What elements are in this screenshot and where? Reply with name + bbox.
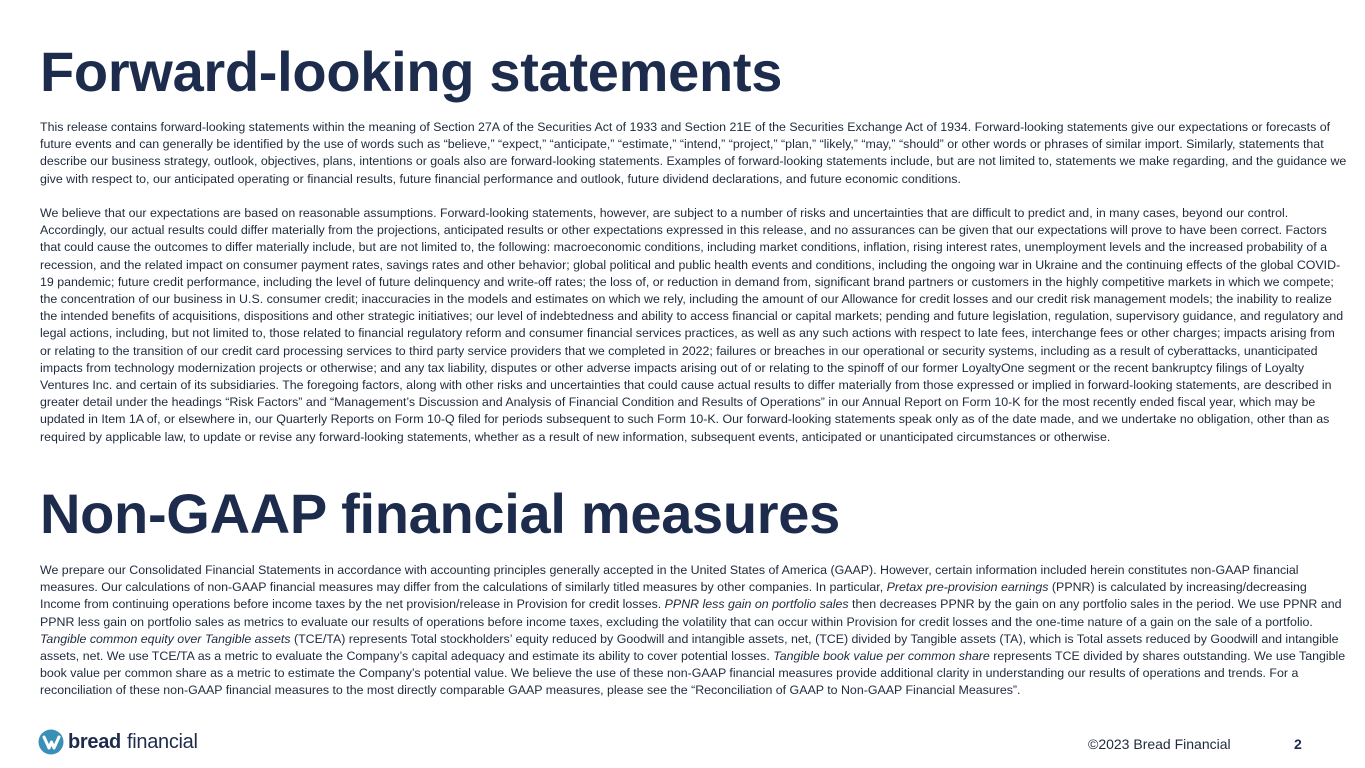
ppnr-term: Pretax pre-provision earnings [886, 580, 1049, 595]
logo-wordmark-light: financial [126, 730, 198, 753]
tce-ta-term: Tangible common equity over Tangible assets [40, 631, 291, 646]
tangible-book-value-term: Tangible book value per common share [773, 649, 990, 664]
non-gaap-paragraph [40, 562, 1348, 700]
forward-looking-title: Forward-looking statements [40, 40, 783, 103]
non-gaap-text: (TCE/TA) represents Total stockholders’ equity reduced by Goodwill and intangible assets, net, (TCE) divided by Tangible assets (TA), which is Total assets reduced by Goodwill and intangible assets, net. We use TCE/TA as a metric to evaluate the Company’s capital adequacy and estimate its ability to cover potential losses. [40, 631, 1339, 664]
forward-looking-paragraph: We believe that our expectations are based on reasonable assumptions. Forward-looking statements, however, are subject to a number of risks and uncertainties that are difficult to predict and, in many cases, beyond our control. Accordingly, our actual results could differ materially from the projections, anticipated results or other expectations expressed in this release, and no assurances can be given that our expectations will prove to have been correct. Factors that could cause the outcomes to differ materially include, but are not limited to, the following: macroeconomic conditions, including market conditions, inflation, rising interest rates, unemployment levels and the increased probability of a recession, and the related impact on consumer payment rates, savings rates and other behavior; global political and public health events and conditions, including the ongoing war in Ukraine and the continuing effects of the global COVID-19 pandemic; future credit performance, including the level of future delinquency and write-off rates; the loss of, or reduction in demand from, significant brand partners or customers in the highly competitive markets in which we compete; the concentration of our business in U.S. consumer credit; inaccuracies in the models and estimates on which we rely, including the amount of our Allowance for credit losses and our credit risk management models; the inability to realize the intended benefits of acquisitions, dispositions and other strategic initiatives; our level of indebtedness and ability to access financial or capital markets; pending and future legislation, regulation, supervisory guidance, and regulatory and legal actions, including, but not limited to, those related to financial regulatory reform and consumer financial services practices, as well as any such actions with respect to late fees, interchange fees or other charges; impacts arising from or relating to the transition of our credit card processing services to third party service providers that we completed in 2022; failures or breaches in our operational or security systems, including as a result of cyberattacks, unanticipated impacts from technology modernization projects or otherwise; and any tax liability, disputes or other adverse impacts arising out of or relating to the spinoff of our former LoyaltyOne segment or the recent bankruptcy filings of Loyalty Ventures Inc. and certain of its subsidiaries. The foregoing factors, along with other risks and uncertainties that could cause actual results to differ materially from those expressed or implied in forward-looking statements, are described in greater detail under the headings “Risk Factors” and “Management’s Discussion and Analysis of Financial Condition and Results of Operations” in our Annual Report on Form 10-K for the most recently ended fiscal year, which may be updated in Item 1A of, or elsewhere in, our Quarterly Reports on Form 10-Q filed for periods subsequent to such Form 10-K. Our forward-looking statements speak only as of the date made, and we undertake no obligation, other than as required by applicable law, to update or revise any forward-looking statements, whether as a result of new information, subsequent events, anticipated or unanticipated circumstances or otherwise. [40, 206, 1344, 444]
copyright-notice: ©2023 Bread Financial [1088, 736, 1231, 752]
non-gaap-text: represents TCE divided by shares outstanding. We use Tangible book value per common share as a metric to estimate the Company’s potential value. We believe the use of these non-GAAP financial measures provide additional clarity in understanding our results of operations and trends. For a reconciliation of these non-GAAP financial measures to the most directly comparable GAAP measures, please see the “Reconciliation of GAAP to Non-GAAP Financial Measures”. [40, 649, 1346, 698]
page-number: 2 [1294, 736, 1302, 752]
forward-looking-body [40, 119, 1348, 446]
non-gaap-text: We prepare our Consolidated Financial Statements in accordance with accounting principles generally accepted in the United States of America (GAAP). However, certain information included herein constitutes non-GAAP financial measures. Our calculations of non-GAAP financial measures may differ from the calculations of similarly titled measures by other companies. In particular, [40, 563, 1299, 595]
logo-wordmark-bold: bread [68, 730, 121, 753]
forward-looking-paragraph: This release contains forward-looking statements within the meaning of Section 27A of the Securities Act of 1933 and Section 21E of the Securities Exchange Act of 1934. Forward-looking statements give our expectations or forecasts of future events and can generally be identified by the use of words such as “believe,” “expect,” “anticipate,” “estimate,” “intend,” “project,” “plan,” “likely,” “may,” “should” or other words or phrases of similar import. Similarly, statements that describe our business strategy, outlook, objectives, plans, intentions or goals also are forward-looking statements. Examples of forward-looking statements include, but are not limited to, statements we make regarding, and the guidance we give with respect to, our anticipated operating or financial results, future financial performance and outlook, future dividend declarations, and future economic conditions. [40, 120, 1347, 186]
bread-financial-logo [38, 729, 198, 755]
non-gaap-text: then decreases PPNR by the gain on any portfolio sales in the period. We use PPNR and PPNR less gain on portfolio sales as metrics to evaluate our results of operations before income taxes, excluding the volatility that can occur within Provision for credit losses and the one-time nature of a gain on the sale of a portfolio. [40, 597, 1342, 629]
ppnr-less-gain-term: PPNR less gain on portfolio sales [664, 597, 849, 612]
non-gaap-title: Non-GAAP financial measures [40, 482, 840, 545]
bread-financial-logo-icon [38, 729, 64, 755]
non-gaap-body [40, 562, 1348, 700]
non-gaap-text: (PPNR) is calculated by increasing/decreasing Income from continuing operations before income taxes by the net provision/release in Provision for credit losses. [40, 580, 1307, 612]
